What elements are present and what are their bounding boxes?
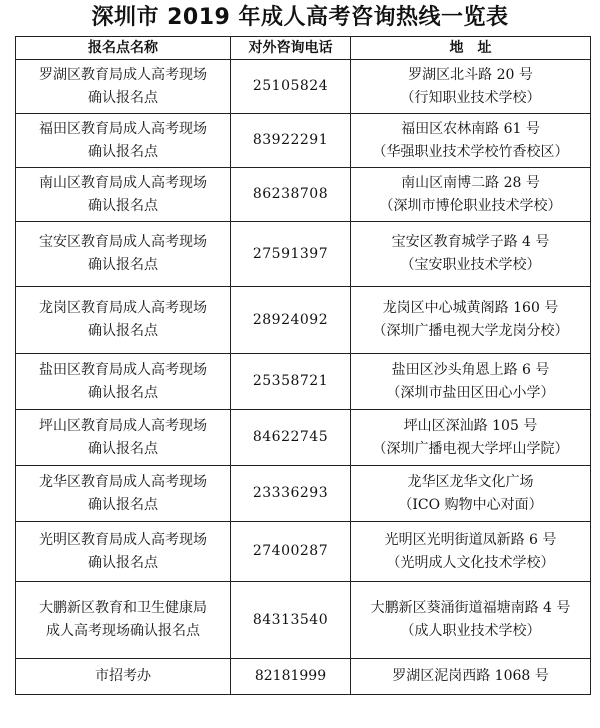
site-name-line: 南山区教育局成人高考现场: [39, 174, 207, 191]
address-line: （光明成人文化技术学校）: [386, 554, 555, 571]
site-name-line: 确认报名点: [88, 323, 158, 339]
address-line: （行知职业技术学校）: [400, 89, 541, 106]
table-row: [16, 222, 591, 287]
address-line: 宝安区教育城学子路 4 号: [391, 234, 550, 250]
address-cell: [351, 354, 591, 410]
header-phone: 对外咨询电话: [231, 37, 351, 60]
address-line: （宝安职业技术学校）: [400, 257, 541, 273]
site-name-cell: [16, 582, 231, 659]
address-line: （ICO 购物中心对面）: [398, 496, 543, 513]
office-address-cell: 罗湖区泥岗西路 1068 号: [351, 659, 591, 695]
address-line: 坪山区深汕路 105 号: [403, 417, 538, 434]
site-name-line: 龙岗区教育局成人高考现场: [39, 300, 207, 316]
site-name-line: 确认报名点: [88, 384, 158, 401]
phone-cell: 83922291: [231, 114, 351, 168]
site-name-line: 确认报名点: [88, 440, 158, 457]
phone-cell: 27591397: [231, 222, 351, 287]
site-name-line: 罗湖区教育局成人高考现场: [39, 66, 207, 83]
site-name-line: 确认报名点: [88, 143, 158, 160]
address-line: （深圳市盐田区田心小学）: [386, 384, 555, 401]
table-row: [16, 410, 591, 466]
site-name-cell: [16, 466, 231, 522]
address-line: 罗湖区北斗路 20 号: [408, 66, 533, 83]
office-name-cell: 市招考办: [16, 659, 231, 695]
address-line: 盐田区沙头角恩上路 6 号: [391, 361, 550, 378]
phone-cell: 25358721: [231, 354, 351, 410]
site-name-line: 宝安区教育局成人高考现场: [39, 234, 207, 250]
site-name-line: 盐田区教育局成人高考现场: [39, 361, 207, 378]
table-header-row: [16, 37, 591, 60]
phone-cell: 86238708: [231, 168, 351, 222]
table-row-exam-office: [16, 659, 591, 695]
office-phone-cell: 82181999: [231, 659, 351, 695]
site-name-line: 大鹏新区教育和卫生健康局: [39, 600, 207, 616]
address-line: （成人职业技术学校）: [400, 623, 541, 639]
header-name: 报名点名称: [16, 37, 231, 60]
phone-cell: 28924092: [231, 287, 351, 354]
site-name-line: 成人高考现场确认报名点: [46, 623, 200, 639]
table-row: [16, 466, 591, 522]
header-address: 地 址: [351, 37, 591, 60]
table-row: [16, 354, 591, 410]
site-name-line: 确认报名点: [88, 554, 158, 571]
phone-cell: 84622745: [231, 410, 351, 466]
address-cell: [351, 168, 591, 222]
site-name-cell: [16, 168, 231, 222]
address-line: （华强职业技术学校竹香校区）: [372, 143, 569, 160]
address-line: 福田区农林南路 61 号: [401, 120, 540, 137]
site-name-line: 坪山区教育局成人高考现场: [39, 417, 207, 434]
site-name-cell: [16, 60, 231, 114]
table-row: [16, 60, 591, 114]
site-name-line: 确认报名点: [88, 89, 158, 106]
hotline-table: [15, 36, 591, 695]
site-name-cell: [16, 287, 231, 354]
site-name-cell: [16, 410, 231, 466]
address-line: 南山区南博二路 28 号: [401, 174, 540, 191]
address-line: （深圳市博伦职业技术学校）: [379, 197, 562, 214]
table-row: [16, 522, 591, 582]
phone-cell: 84313540: [231, 582, 351, 659]
site-name-line: 龙华区教育局成人高考现场: [39, 473, 207, 490]
address-line: 龙岗区中心城黄阁路 160 号: [382, 300, 559, 316]
site-name-cell: [16, 114, 231, 168]
site-name-line: 确认报名点: [88, 496, 158, 513]
site-name-cell: [16, 354, 231, 410]
page-title: 深圳市 2019 年成人高考咨询热线一览表: [91, 5, 509, 30]
address-line: 光明区光明街道凤新路 6 号: [384, 531, 557, 548]
table-row: [16, 582, 591, 659]
site-name-line: 确认报名点: [88, 257, 158, 273]
address-cell: [351, 114, 591, 168]
site-name-cell: [16, 522, 231, 582]
site-name-line: 光明区教育局成人高考现场: [39, 531, 207, 548]
address-cell: [351, 60, 591, 114]
phone-cell: 23336293: [231, 466, 351, 522]
address-line: 大鹏新区葵涌街道福塘南路 4 号: [370, 600, 571, 616]
table-row: [16, 287, 591, 354]
phone-cell: 27400287: [231, 522, 351, 582]
address-cell: [351, 287, 591, 354]
site-name-cell: [16, 222, 231, 287]
phone-cell: 25105824: [231, 60, 351, 114]
address-line: （深圳广播电视大学龙岗分校）: [372, 323, 569, 339]
site-name-line: 福田区教育局成人高考现场: [39, 120, 207, 137]
site-name-line: 确认报名点: [88, 197, 158, 214]
address-cell: [351, 222, 591, 287]
address-cell: [351, 522, 591, 582]
address-line: （深圳广播电视大学坪山学院）: [372, 440, 569, 457]
address-line: 龙华区龙华文化广场: [407, 473, 534, 490]
address-cell: [351, 410, 591, 466]
table-row: [16, 168, 591, 222]
table-row: [16, 114, 591, 168]
address-cell: [351, 582, 591, 659]
address-cell: [351, 466, 591, 522]
